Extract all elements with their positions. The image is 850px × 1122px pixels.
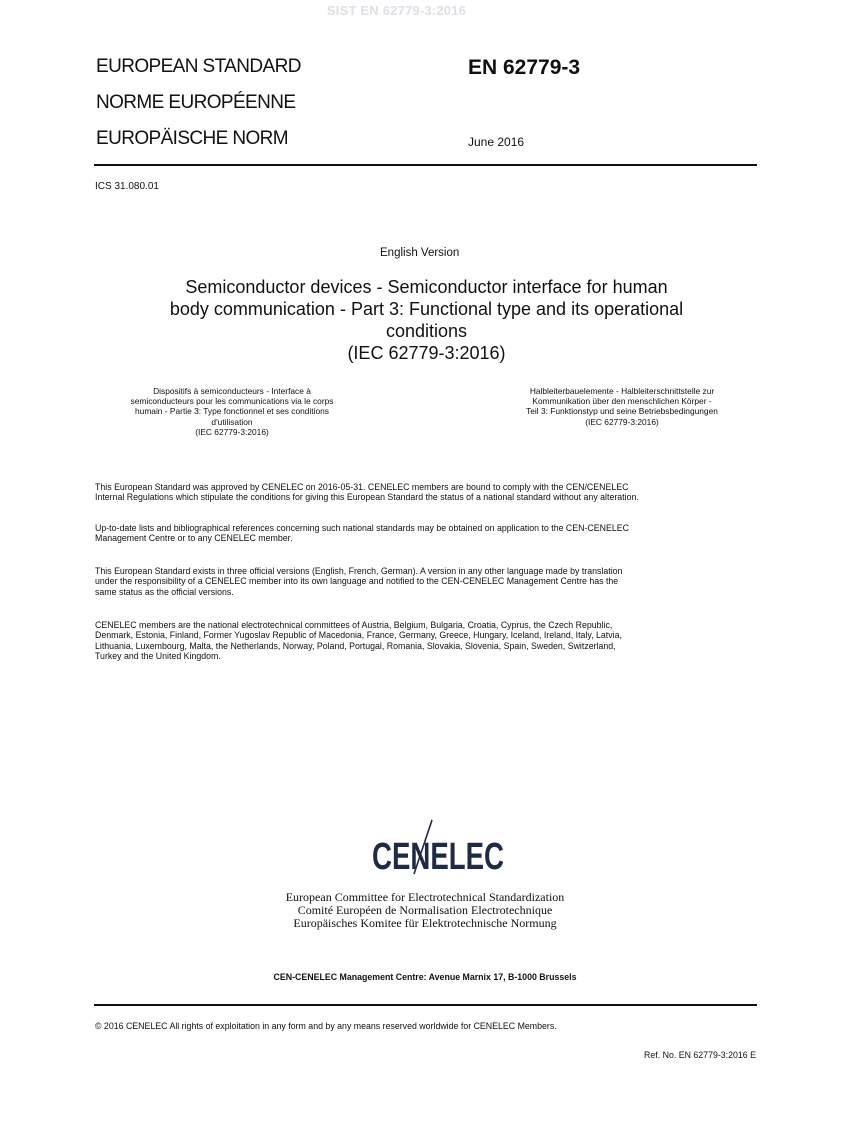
members-paragraph [95, 620, 775, 661]
title-german-line: Teil 3: Funktionstyp und seine Betriebsbedingungen [526, 406, 718, 417]
versions-paragraph [95, 566, 775, 597]
title-french-line: d'utilisation [211, 416, 253, 427]
title-french-line: semiconducteurs pour les communications via le corps [130, 396, 334, 407]
watermark: SIST EN 62779-3:2016 [326, 3, 467, 18]
lists-paragraph [95, 523, 775, 544]
paragraph-line: same status as the official versions. [95, 586, 234, 597]
document-title [100, 276, 753, 364]
title-line: Semiconductor devices - Semiconductor interface for human [185, 277, 668, 297]
committee-names [0, 891, 850, 931]
paragraph-line: under the responsibility of a CENELEC member into its own language and notified to the CEN-CENELEC Management Centre has the [95, 576, 619, 587]
title-french [92, 386, 372, 437]
title-french-line: humain - Partie 3: Type fonctionnel et ses conditions [135, 406, 329, 417]
title-line: body communication - Part 3: Functional type and its operational [169, 299, 684, 319]
publication-date: June 2016 [468, 135, 525, 149]
paragraph-line: Lithuania, Luxembourg, Malta, the Netherlands, Norway, Poland, Portugal, Romania, Slovakia, Slovenia, Spain, Sweden, Switzerland, [95, 640, 616, 651]
standard-type-french: NORME EUROPÉENNE [96, 92, 296, 113]
title-german-line: Halbleiterbauelemente - Halbleiterschnittstelle zur [529, 386, 715, 396]
standard-type-english: EUROPEAN STANDARD [96, 56, 301, 77]
management-centre-address: CEN-CENELEC Management Centre: Avenue Marnix 17, B-1000 Brussels [273, 972, 577, 982]
title-german-line: Kommunikation über den menschlichen Körper - [532, 396, 712, 407]
paragraph-line: This European Standard exists in three official versions (English, French, German). A version in any other language made by translation [95, 566, 623, 576]
svg-text:CENELEC: CENELEC [372, 836, 504, 878]
paragraph-line: Internal Regulations which stipulate the conditions for giving this European Standard the status of a national standard without any alteration. [95, 492, 639, 503]
paragraph-line: Turkey and the United Kingdom. [95, 650, 221, 661]
ics-code: ICS 31.080.01 [95, 181, 159, 192]
header-divider [94, 164, 757, 166]
cenelec-logo [358, 818, 518, 876]
reference-number: Ref. No. EN 62779-3:2016 E [644, 1050, 756, 1060]
approval-paragraph [95, 482, 775, 503]
committee-name-french: Comité Européen de Normalisation Electrotechnique [297, 903, 553, 918]
paragraph-line: Denmark, Estonia, Finland, Former Yugoslav Republic of Macedonia, France, Germany, Greece, Hungary, Iceland, Ireland, Italy, Latvia, [95, 630, 622, 641]
copyright-notice: © 2016 CENELEC All rights of exploitation in any form and by any means reserved worldwide for CENELEC Members. [95, 1021, 557, 1031]
title-german-line: (IEC 62779-3:2016) [585, 416, 659, 427]
footer-divider [94, 1004, 757, 1006]
language-version: English Version [380, 247, 460, 259]
standard-type-german: EUROPÄISCHE NORM [96, 128, 289, 149]
title-french-line: Dispositifs à semiconducteurs - Interface à [153, 386, 311, 396]
title-line: conditions [385, 321, 468, 341]
paragraph-line: This European Standard was approved by CENELEC on 2016-05-31. CENELEC members are bound to comply with the CEN/CENELEC [95, 482, 629, 492]
title-german [472, 386, 772, 427]
paragraph-line: Up-to-date lists and bibliographical references concerning such national standards may be obtained on application to the CEN-CENELEC [95, 523, 629, 533]
standard-number: EN 62779-3 [468, 56, 581, 79]
committee-name-german: Europäisches Komitee für Elektrotechnische Normung [293, 916, 557, 931]
title-line: (IEC 62779-3:2016) [347, 343, 506, 363]
paragraph-line: CENELEC members are the national electrotechnical committees of Austria, Belgium, Bulgaria, Croatia, Cyprus, the Czech Republic, [95, 620, 613, 630]
paragraph-line: Management Centre or to any CENELEC member. [95, 533, 293, 544]
title-french-line: (IEC 62779-3:2016) [195, 426, 269, 437]
committee-name-english: European Committee for Electrotechnical Standardization [285, 890, 565, 904]
